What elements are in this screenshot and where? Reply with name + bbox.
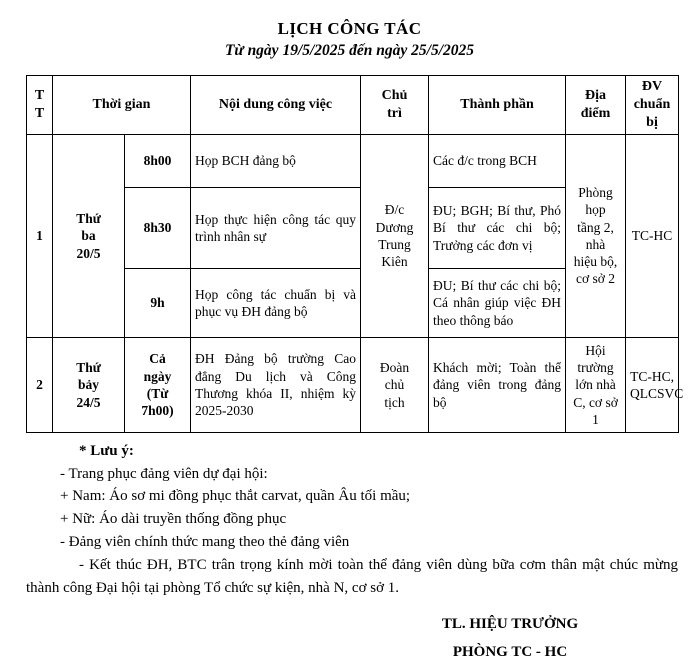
row-place-1-line2: họp <box>585 202 606 218</box>
column-header-attendees: Thành phần <box>429 76 566 135</box>
row-place-2-line4: C, cơ sở <box>573 394 618 410</box>
row-chair-2-line1: Đoàn <box>379 359 410 375</box>
row-time-2-line2: ngày <box>143 368 172 384</box>
row-place-1-line3: tầng 2, <box>577 219 614 235</box>
row-attendees-1b: ĐU; BGH; Bí thư, Phó Bí thư các chi bộ; Trưởng các đơn vị <box>429 187 566 268</box>
note-line-4: - Đảng viên chính thức mang theo thẻ đảng viên <box>60 534 350 551</box>
page-subtitle: Từ ngày 19/5/2025 đến ngày 25/5/2025 <box>224 42 475 60</box>
row-number-2: 2 <box>27 337 53 432</box>
row-unit-1: TC-HC <box>626 134 679 337</box>
note-line-1: - Trang phục đảng viên dự đại hội: <box>60 465 268 482</box>
row-place-1-line5: hiệu bộ, <box>573 254 618 270</box>
schedule-table <box>26 75 684 433</box>
row-place-1 <box>566 134 626 337</box>
row-day-2-line2: bảy <box>77 377 99 393</box>
row-content-2: ĐH Đảng bộ trường Cao đẳng Du lịch và Công Thương khóa II, nhiệm kỳ 2025-2030 <box>191 337 361 432</box>
note-line-final: - Kết thúc ĐH, BTC trân trọng kính mời toàn thể đảng viên dùng bữa cơm thân mật chúc mừng thành công Đại hội tại phòng Tổ chức sự kiện, nhà N, cơ sở 1. <box>26 556 678 596</box>
column-header-place <box>566 76 626 135</box>
row-day-1 <box>53 134 125 337</box>
column-header-unit <box>626 76 679 135</box>
notes-heading: * Lưu ý: <box>79 442 134 459</box>
signature-line-1: TL. HIỆU TRƯỞNG <box>441 616 579 633</box>
row-chair-1-line1: Đ/c <box>384 202 405 218</box>
column-header-chair <box>361 76 429 135</box>
table-row <box>27 134 679 187</box>
row-time-1b: 8h30 <box>125 187 191 268</box>
row-attendees-2: Khách mời; Toàn thể đảng viên trong đảng bộ <box>429 337 566 432</box>
column-header-tt-line2: T <box>34 106 45 122</box>
row-attendees-1a: Các đ/c trong BCH <box>429 134 566 187</box>
row-time-2-line3: (Từ <box>146 385 169 401</box>
row-time-2 <box>125 337 191 432</box>
row-time-2-line1: Cả <box>149 351 166 367</box>
row-chair-1-line4: Kiên <box>381 254 408 270</box>
row-place-1-line1: Phòng <box>578 185 613 201</box>
row-day-2-line1: Thứ <box>76 359 101 375</box>
row-content-1c: Họp công tác chuẩn bị và phục vụ ĐH đảng bộ <box>191 268 361 337</box>
row-day-2-line3: 24/5 <box>76 394 101 410</box>
row-day-2 <box>53 337 125 432</box>
title-block <box>0 0 699 62</box>
row-day-1-line3: 20/5 <box>76 245 101 261</box>
column-header-unit-line1: ĐV <box>641 79 663 95</box>
notes-section <box>26 440 678 600</box>
row-day-1-line2: ba <box>81 228 96 244</box>
column-header-place-line2: điểm <box>580 106 611 122</box>
row-chair-1-line3: Trung <box>378 236 411 252</box>
column-header-content: Nội dung công việc <box>191 76 361 135</box>
row-day-1-line1: Thứ <box>76 210 101 226</box>
note-line-2: + Nam: Áo sơ mi đồng phục thắt carvat, quần Âu tối mầu; <box>60 488 411 505</box>
signature-line-2: PHÒNG TC - HC <box>452 644 568 661</box>
row-unit-2-line2: QLCSVC <box>630 385 684 401</box>
row-chair-1 <box>361 134 429 337</box>
row-time-2-line4: 7h00) <box>141 403 174 419</box>
column-header-time: Thời gian <box>53 76 191 135</box>
row-attendees-1c: ĐU; Bí thư các chi bộ; Cá nhân giúp việc ĐH theo thông báo <box>429 268 566 337</box>
row-chair-2-line3: tịch <box>384 394 405 410</box>
column-header-tt-line1: T <box>34 88 45 104</box>
row-place-1-line4: nhà <box>585 236 606 252</box>
row-place-2-line2: trường <box>577 359 614 375</box>
row-place-2-line1: Hội <box>585 342 606 358</box>
row-chair-2-line2: chủ <box>384 377 405 393</box>
row-chair-2 <box>361 337 429 432</box>
row-time-1a: 8h00 <box>125 134 191 187</box>
signature-block <box>345 611 675 667</box>
row-chair-1-line2: Dương <box>375 219 414 235</box>
column-header-tt <box>27 76 53 135</box>
row-unit-2-line1: TC-HC, <box>630 368 674 384</box>
row-number-1: 1 <box>27 134 53 337</box>
schedule-table-wrapper <box>26 75 684 433</box>
row-content-1a: Họp BCH đảng bộ <box>191 134 361 187</box>
column-header-chair-line1: Chủ <box>381 88 408 104</box>
column-header-unit-line2: chuẩn bị <box>633 97 671 130</box>
row-place-2-line3: lớn nhà <box>575 377 616 393</box>
row-place-1-line6: cơ sở 2 <box>576 271 616 287</box>
note-line-3: + Nữ: Áo dài truyền thống đồng phục <box>60 511 287 528</box>
row-time-1c: 9h <box>125 268 191 337</box>
page-title: LỊCH CÔNG TÁC <box>277 19 422 38</box>
row-unit-2 <box>626 337 684 432</box>
column-header-chair-line2: trì <box>387 106 402 122</box>
table-row <box>27 337 679 432</box>
row-place-2 <box>566 337 626 432</box>
row-content-1b: Họp thực hiện công tác quy trình nhân sự <box>191 187 361 268</box>
column-header-place-line1: Địa <box>585 88 607 104</box>
row-place-2-line5: 1 <box>592 411 599 427</box>
table-header-row <box>27 76 679 135</box>
